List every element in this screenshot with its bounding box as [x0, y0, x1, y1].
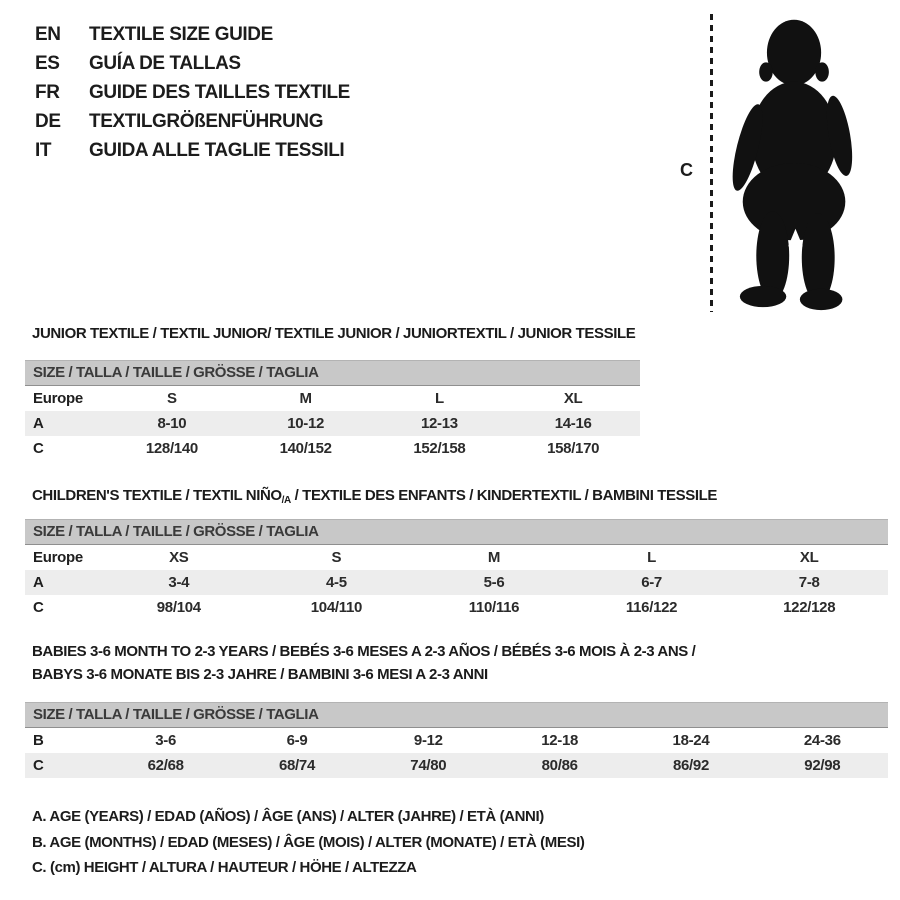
table-cell: 74/80 — [410, 757, 447, 774]
table-cell: M — [299, 390, 312, 407]
table-cell: L — [434, 390, 444, 407]
babies-table-grid — [25, 728, 888, 778]
table-cell: 18-24 — [672, 732, 710, 749]
children-heading-text: CHILDREN'S TEXTILE / TEXTIL NIÑO — [32, 487, 282, 504]
table-row — [25, 728, 888, 753]
row-label-cell: Europe — [33, 549, 83, 566]
table-row — [25, 411, 640, 436]
table-cell: 3-4 — [168, 574, 190, 591]
table-cell: 104/110 — [310, 599, 363, 616]
row-label-cell: C — [33, 599, 44, 616]
row-label-cell: B — [33, 732, 44, 749]
table-cell: 116/122 — [625, 599, 678, 616]
babies-section-heading — [32, 640, 888, 686]
table-cell: 6-9 — [286, 732, 308, 749]
table-cell: 5-6 — [483, 574, 505, 591]
height-measure-dotted-line — [710, 14, 713, 312]
table-cell: M — [487, 549, 501, 566]
footnote-b: B. AGE (MONTHS) / EDAD (MESES) / ÂGE (MOIS) / ALTER (MONATE) / ETÀ (MESI) — [32, 833, 585, 851]
language-code: ES — [35, 53, 60, 74]
table-row — [25, 436, 640, 461]
junior-size-table — [25, 360, 640, 461]
table-cell: 62/68 — [147, 757, 184, 774]
table-cell: 80/86 — [541, 757, 578, 774]
table-cell: 8-10 — [157, 415, 187, 432]
children-table-grid — [25, 545, 888, 620]
table-row — [25, 753, 888, 778]
row-label-cell: C — [33, 757, 44, 774]
footnote-c: C. (cm) HEIGHT / ALTURA / HAUTEUR / HÖHE / ALTEZZA — [32, 859, 417, 876]
row-label-cell: C — [33, 440, 44, 457]
row-label-cell: A — [33, 574, 44, 591]
table-row — [25, 595, 888, 620]
language-title: GUIDE DES TAILLES TEXTILE — [89, 82, 350, 103]
table-cell: 122/128 — [783, 599, 836, 616]
junior-table-grid — [25, 386, 640, 461]
babies-size-table — [25, 702, 888, 778]
footnotes — [32, 804, 888, 881]
children-section-heading — [32, 488, 888, 506]
table-cell: 12-18 — [541, 732, 579, 749]
language-code: IT — [35, 140, 52, 161]
table-cell: 4-5 — [326, 574, 347, 591]
table-cell: 6-7 — [641, 574, 662, 591]
language-title: TEXTILGRÖßENFÜHRUNG — [89, 111, 324, 132]
table-cell: 92/98 — [804, 757, 841, 774]
babies-heading-line2: BABYS 3-6 MONATE BIS 2-3 JAHRE / BAMBINI 3-6 MESI A 2-3 ANNI — [32, 666, 488, 683]
table-cell: 12-13 — [420, 415, 458, 432]
babies-heading-line1: BABIES 3-6 MONTH TO 2-3 YEARS / BEBÉS 3-6 MESES A 2-3 AÑOS / BÉBÉS 3-6 MOIS À 2-3 ANS / — [32, 643, 696, 660]
language-title: TEXTILE SIZE GUIDE — [89, 24, 273, 45]
language-code: DE — [35, 111, 61, 132]
table-cell: 110/116 — [468, 599, 520, 616]
size-table-header: SIZE / TALLA / TAILLE / GRÖSSE / TAGLIA — [25, 360, 640, 386]
table-cell: 24-36 — [803, 732, 841, 749]
size-table-header: SIZE / TALLA / TAILLE / GRÖSSE / TAGLIA — [25, 519, 888, 545]
table-cell: L — [647, 549, 657, 566]
table-cell: 158/170 — [547, 440, 600, 457]
language-list — [35, 24, 350, 162]
table-cell: 152/158 — [413, 440, 466, 457]
children-heading-text: / TEXTILE DES ENFANTS / KINDERTEXTIL / BAMBINI TESSILE — [290, 487, 717, 504]
language-title: GUÍA DE TALLAS — [89, 53, 241, 74]
size-table-header: SIZE / TALLA / TAILLE / GRÖSSE / TAGLIA — [25, 702, 888, 728]
table-row — [25, 386, 640, 411]
table-row — [25, 545, 888, 570]
toddler-silhouette-image — [722, 12, 868, 312]
table-cell: S — [167, 390, 177, 407]
table-cell: 10-12 — [287, 415, 325, 432]
row-label-cell: A — [33, 415, 44, 432]
junior-section-heading: JUNIOR TEXTILE / TEXTIL JUNIOR/ TEXTILE JUNIOR / JUNIORTEXTIL / JUNIOR TESSILE — [32, 325, 636, 342]
table-cell: 7-8 — [798, 574, 820, 591]
table-cell: 14-16 — [554, 415, 592, 432]
table-cell: 98/104 — [156, 599, 201, 616]
content — [25, 326, 888, 881]
language-code: EN — [35, 24, 61, 45]
footnote-a: A. AGE (YEARS) / EDAD (AÑOS) / ÂGE (ANS) / ALTER (JAHRE) / ETÀ (ANNI) — [32, 808, 544, 825]
table-cell: 9-12 — [413, 732, 443, 749]
table-cell: 3-6 — [155, 732, 177, 749]
table-cell: 140/152 — [279, 440, 332, 457]
table-cell: S — [331, 549, 342, 566]
table-cell: 68/74 — [278, 757, 316, 774]
row-label-cell: Europe — [33, 390, 83, 407]
children-size-table — [25, 519, 888, 620]
table-cell: XL — [799, 549, 819, 566]
table-cell: XL — [563, 390, 583, 407]
table-cell: 86/92 — [672, 757, 709, 774]
language-title: GUIDA ALLE TAGLIE TESSILI — [89, 140, 345, 161]
language-code: FR — [35, 82, 60, 103]
table-cell: XS — [169, 549, 189, 566]
table-row — [25, 570, 888, 595]
table-cell: 128/140 — [145, 440, 198, 457]
height-measure-label: C — [680, 160, 693, 180]
children-heading-subscript: /A — [281, 495, 291, 506]
